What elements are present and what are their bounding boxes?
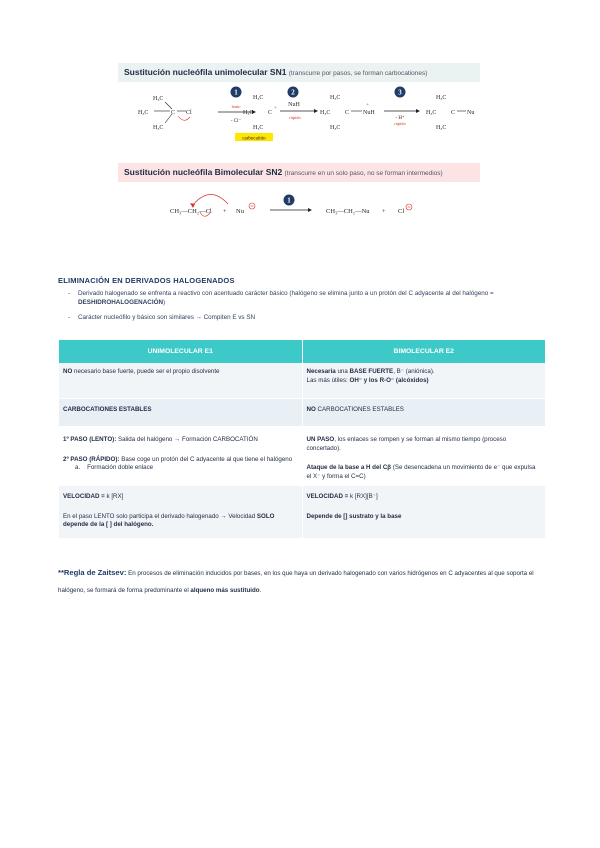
svg-text:2: 2 [291,88,295,97]
svg-text:NuH: NuH [363,110,375,116]
svg-text:- H⁺: - H⁺ [395,116,405,121]
svg-text:C: C [171,110,176,116]
sn2-scheme [160,188,430,228]
sn1-header [118,63,480,82]
sn2-title: Sustitución nucleófila Bimolecular SN2 [124,167,283,177]
svg-text:H₃C: H₃C [320,110,331,116]
e1-e2-table [58,340,546,539]
table-cell: CARBOCATIONES ESTABLES [59,399,302,427]
table-cell: NO CARBOCATIONES ESTABLES [303,399,546,427]
sn2-product: CH₃—CH₂—Nu [326,208,370,215]
table-cell: VELOCIDAD = k [RX][B⁻] Depende de [] sustrato y la base [303,486,546,539]
zaitsev-heading: **Regla de Zaitsev: [58,568,127,577]
sn1-title: Sustitución nucleófila unimolecular SN1 [124,67,287,77]
svg-text:rápido: rápido [394,121,406,126]
table-cell: Necesaria una BASE FUERTE, B⁻ (aniónica). Las más útiles: OH⁻ y los R-O⁻ (alcóxidos) [303,363,546,399]
svg-text:+: + [382,208,386,215]
svg-text:H₃C: H₃C [436,125,447,131]
svg-text:H₃C: H₃C [138,110,149,116]
table-row [59,363,545,399]
svg-text:H₃C: H₃C [436,95,447,101]
sn1-scheme [118,84,488,146]
svg-text:1: 1 [287,196,291,205]
svg-text:H₃C: H₃C [153,125,164,131]
svg-text:Nu: Nu [467,110,475,116]
sn2-chloride: Cl [398,208,405,215]
svg-text:H₃C: H₃C [330,125,341,131]
sn2-nucleophile: Nu [236,208,244,215]
leaving-group-label: Cl [186,110,192,116]
table-row [59,399,545,427]
svg-text:H₃C: H₃C [426,110,437,116]
table-cell: UN PASO, los enlaces se rompen y se forman al mismo tiempo (proceso concertado). Ataque de la base a H del Cβ (Se desencadena un movimiento de e⁻ que expulsa el X⁻ y forma el C=C) [303,427,546,486]
table-cell: 1º PASO (LENTO): Salida del halógeno → Formación CARBOCATIÓN 2º PASO (RÁPIDO): Base coge un protón del C adyacente al que tiene el halógeno a. Formación doble enlace [59,427,302,486]
sn2-reactant: CH₃—CH₂—Cl [170,208,212,215]
table-row [59,427,545,486]
section-title: ELIMINACIÓN EN DERIVADOS HALOGENADOS [58,276,235,285]
svg-text:C: C [345,110,350,116]
svg-text:H₃C: H₃C [253,125,264,131]
svg-text:NuH: NuH [288,102,300,108]
svg-text:lento: lento [231,104,241,109]
carbocation-label: carbocatión [242,136,266,142]
table-cell: VELOCIDAD = k [RX] En el paso LENTO solo participa el derivado halogenado → Velocidad SOLO depende de la [ ] del halógeno. [59,486,302,539]
svg-text:+: + [223,208,227,215]
svg-text:rápido: rápido [289,115,301,120]
svg-text:H₃C: H₃C [253,95,264,101]
sn2-subtitle: (transcurre en un solo paso, no se forman intermedios) [284,170,443,177]
col-header-e1: UNIMOLECULAR E1 [59,340,302,363]
bullet-1: - Derivado halogenado se enfrenta a reactivo con acentuado carácter básico (halógeno se elimina junto a un protón del C adyacente al del halógeno = DESHIDROHALOGENACIÓN) [68,290,494,306]
svg-text:H₃C: H₃C [243,110,254,116]
svg-text:+: + [366,103,369,108]
svg-text:H₃C: H₃C [330,95,341,101]
sn2-header [118,163,480,182]
svg-text:+: + [274,106,277,111]
bullet-2: - Carácter nucleófilo y básico son similares → Compiten E vs SN [68,314,256,321]
sn1-subtitle: (transcurre por pasos, se forman carbocationes) [288,70,428,77]
svg-text:C: C [451,110,456,116]
svg-text:H₃C: H₃C [153,96,164,102]
table-row [59,486,545,539]
svg-text:- Cl⁻: - Cl⁻ [230,119,242,124]
svg-text:C: C [268,110,273,116]
table-cell: NO necesario base fuerte, puede ser el propio disolvente [59,363,302,399]
svg-text:3: 3 [398,88,402,97]
col-header-e2: BIMOLECULAR E2 [303,340,546,363]
zaitsev-rule: **Regla de Zaitsev: En procesos de eliminación inducidos por bases, en los que haya un derivado halogenado con varios hidrógenos en C adyacentes al que soporta el halógeno, se formará de forma predominante el alqueno más sustituido. [58,568,534,594]
svg-text:1: 1 [234,88,238,97]
